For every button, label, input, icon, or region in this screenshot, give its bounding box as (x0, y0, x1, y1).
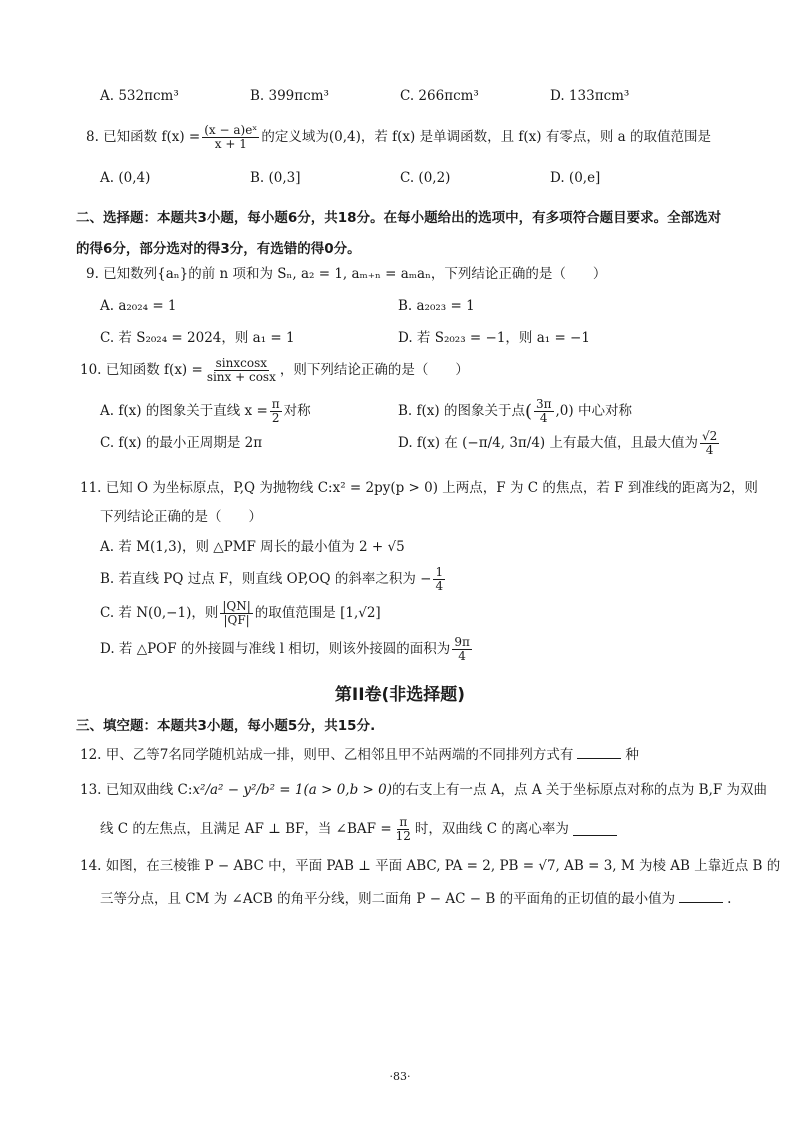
q13-line2 (100, 816, 621, 843)
q14-line2-text: 三等分点，且 CM 为 ∠ACB 的角平分线，则二面角 P − AC − B 的平面角的正切值的最小值为 (100, 891, 676, 907)
q11-option-b-fraction (433, 566, 445, 593)
q10-option-b-paren: ( (524, 400, 532, 422)
q7-option-c: C. 266πcm³ (400, 88, 479, 104)
q7-option-b: B. 399πcm³ (250, 88, 329, 104)
q13-fraction (394, 816, 413, 843)
q11-option-c-num: |QN| (222, 599, 251, 613)
q13-line1-suffix: 的右支上有一点 A，点 A 关于坐标原点对称的点为 B,F 为双曲 (391, 782, 768, 798)
section3-header: 三、填空题：本题共3小题，每小题5分，共15分. (76, 718, 376, 734)
q9-option-a: A. a₂₀₂₄ = 1 (100, 298, 177, 314)
q11-option-c-fraction (220, 600, 252, 627)
q8-stem-prefix: 8. 已知函数 f(x) = (86, 128, 201, 145)
q11-stem-line2: 下列结论正确的是（ ） (100, 509, 262, 525)
q14-line2 (100, 890, 731, 907)
q11-option-b-prefix: B. 若直线 PQ 过点 F，则直线 OP,OQ 的斜率之积为 − (100, 570, 432, 587)
q11-option-c-suffix: 的取值范围是 [1,√2] (254, 604, 381, 621)
q7-option-a: A. 532πcm³ (100, 88, 179, 104)
q10-option-b (398, 398, 632, 425)
q10-frac-den: sinx + cosx (206, 370, 276, 385)
q10-stem-suffix: ，则下列结论正确的是（ ） (279, 361, 469, 378)
q13-line1-prefix: 13. 已知双曲线 C: (80, 782, 193, 798)
q13-line2-suffix: 时，双曲线 C 的离心率为 (414, 820, 569, 837)
q7-option-d: D. 133πcm³ (550, 88, 630, 104)
part-two-title: 第II卷(非选择题) (334, 685, 466, 705)
q9-option-c: C. 若 S₂₀₂₄ = 2024，则 a₁ = 1 (100, 330, 295, 346)
section2-line1: 二、选择题：本题共3小题，每小题6分，共18分。在每小题给出的选项中，有多项符合题目要求。全部选对 (76, 210, 722, 226)
q11-option-c-prefix: C. 若 N(0,−1)，则 (100, 604, 219, 621)
q10-option-a-num: π (271, 397, 280, 411)
q8-fraction (202, 124, 259, 151)
q9-option-b: B. a₂₀₂₃ = 1 (398, 298, 475, 314)
q13-line2-prefix: 线 C 的左焦点，且满足 AF ⊥ BF，当 ∠BAF = (100, 820, 392, 837)
q10-option-a-fraction (270, 398, 282, 425)
q11-option-a: A. 若 M(1,3)，则 △PMF 周长的最小值为 2 + √5 (100, 539, 405, 555)
q13-answer-blank[interactable] (573, 823, 617, 836)
q11-option-d-num: 9π (454, 635, 470, 649)
section2-line2: 的得6分，部分选对的得3分，有选错的得0分。 (76, 241, 361, 257)
q10-option-b-num: 3π (535, 397, 552, 411)
q10-option-c: C. f(x) 的最小正周期是 2π (100, 435, 263, 451)
q10-fraction (205, 357, 278, 384)
q14-answer-blank[interactable] (679, 890, 723, 903)
q11-option-d-prefix: D. 若 △POF 的外接圆与准线 l 相切，则该外接圆的面积为 (100, 640, 451, 657)
q11-option-d-den: 4 (458, 649, 466, 664)
q11-option-c (100, 600, 381, 627)
q11-option-d (100, 636, 474, 663)
q14-line1: 14. 如图，在三棱锥 P − ABC 中，平面 PAB ⊥ 平面 ABC, PA = 2, PB = √7, AB = 3, M 为棱 AB 上靠近点 B 的 (80, 858, 781, 874)
q10-option-d-prefix: D. f(x) 在 (−π/4, 3π/4) 上有最大值，且最大值为 (398, 434, 698, 451)
q10-frac-num: sinxcosx (215, 356, 268, 370)
q12-answer-blank[interactable] (577, 746, 621, 759)
q10-option-a-suffix: 对称 (283, 402, 311, 419)
q11-option-b-num: 1 (435, 565, 444, 579)
q13-frac-num: π (399, 815, 408, 829)
q8-stem (86, 124, 711, 151)
q11-option-d-fraction (452, 636, 472, 663)
q10-option-b-prefix: B. f(x) 的图象关于点 (398, 402, 525, 419)
q8-option-d: D. (0,e] (550, 170, 601, 186)
q11-option-b-den: 4 (435, 579, 444, 594)
q10-option-b-fraction (534, 398, 554, 425)
q8-frac-num: (x − a)eˣ (204, 123, 258, 137)
q10-option-a-prefix: A. f(x) 的图象关于直线 x = (100, 402, 268, 419)
q10-option-d-den: 4 (705, 443, 714, 458)
q10-option-d-fraction (700, 430, 719, 457)
q12-stem-text: 12. 甲、乙等7名同学随机站成一排，则甲、乙相邻且甲不站两端的不同排列方式有 (80, 747, 574, 763)
q8-option-c: C. (0,2) (400, 170, 451, 186)
q10-stem-prefix: 10. 已知函数 f(x) = (80, 361, 203, 378)
q12-stem (80, 746, 639, 763)
q11-option-c-den: |QF| (223, 613, 250, 628)
q11-option-b (100, 566, 447, 593)
q14-line2-end: . (727, 891, 732, 907)
q8-frac-den: x + 1 (214, 137, 247, 152)
q9-option-d: D. 若 S₂₀₂₃ = −1，则 a₁ = −1 (398, 330, 590, 346)
q13-equation: x²/a² − y²/b² = 1(a > 0,b > 0) (192, 782, 392, 798)
q10-stem (80, 357, 469, 384)
q12-suffix: 种 (625, 747, 639, 763)
q9-stem: 9. 已知数列{aₙ}的前 n 项和为 Sₙ, a₂ = 1, aₘ₊ₙ = aₘaₙ，下列结论正确的是（ ） (86, 266, 607, 282)
q10-option-a-den: 2 (271, 411, 280, 426)
q10-option-d (398, 430, 721, 457)
q10-option-a (100, 398, 311, 425)
q11-stem-line1: 11. 已知 O 为坐标原点，P,Q 为抛物线 C:x² = 2py(p > 0) 上两点，F 为 C 的焦点，若 F 到准线的距离为2，则 (80, 480, 758, 496)
q10-option-d-num: √2 (701, 429, 718, 443)
q10-option-b-den: 4 (539, 411, 548, 426)
q13-frac-den: 12 (395, 829, 411, 844)
q10-option-b-suffix: ,0) 中心对称 (555, 402, 632, 419)
q8-option-a: A. (0,4) (100, 170, 151, 186)
page-number: ·83· (389, 1070, 411, 1083)
q8-stem-suffix: 的定义域为(0,4)，若 f(x) 是单调函数，且 f(x) 有零点，则 a 的取值范围是 (261, 128, 711, 145)
q13-line1 (80, 784, 767, 798)
q8-option-b: B. (0,3] (250, 170, 301, 186)
